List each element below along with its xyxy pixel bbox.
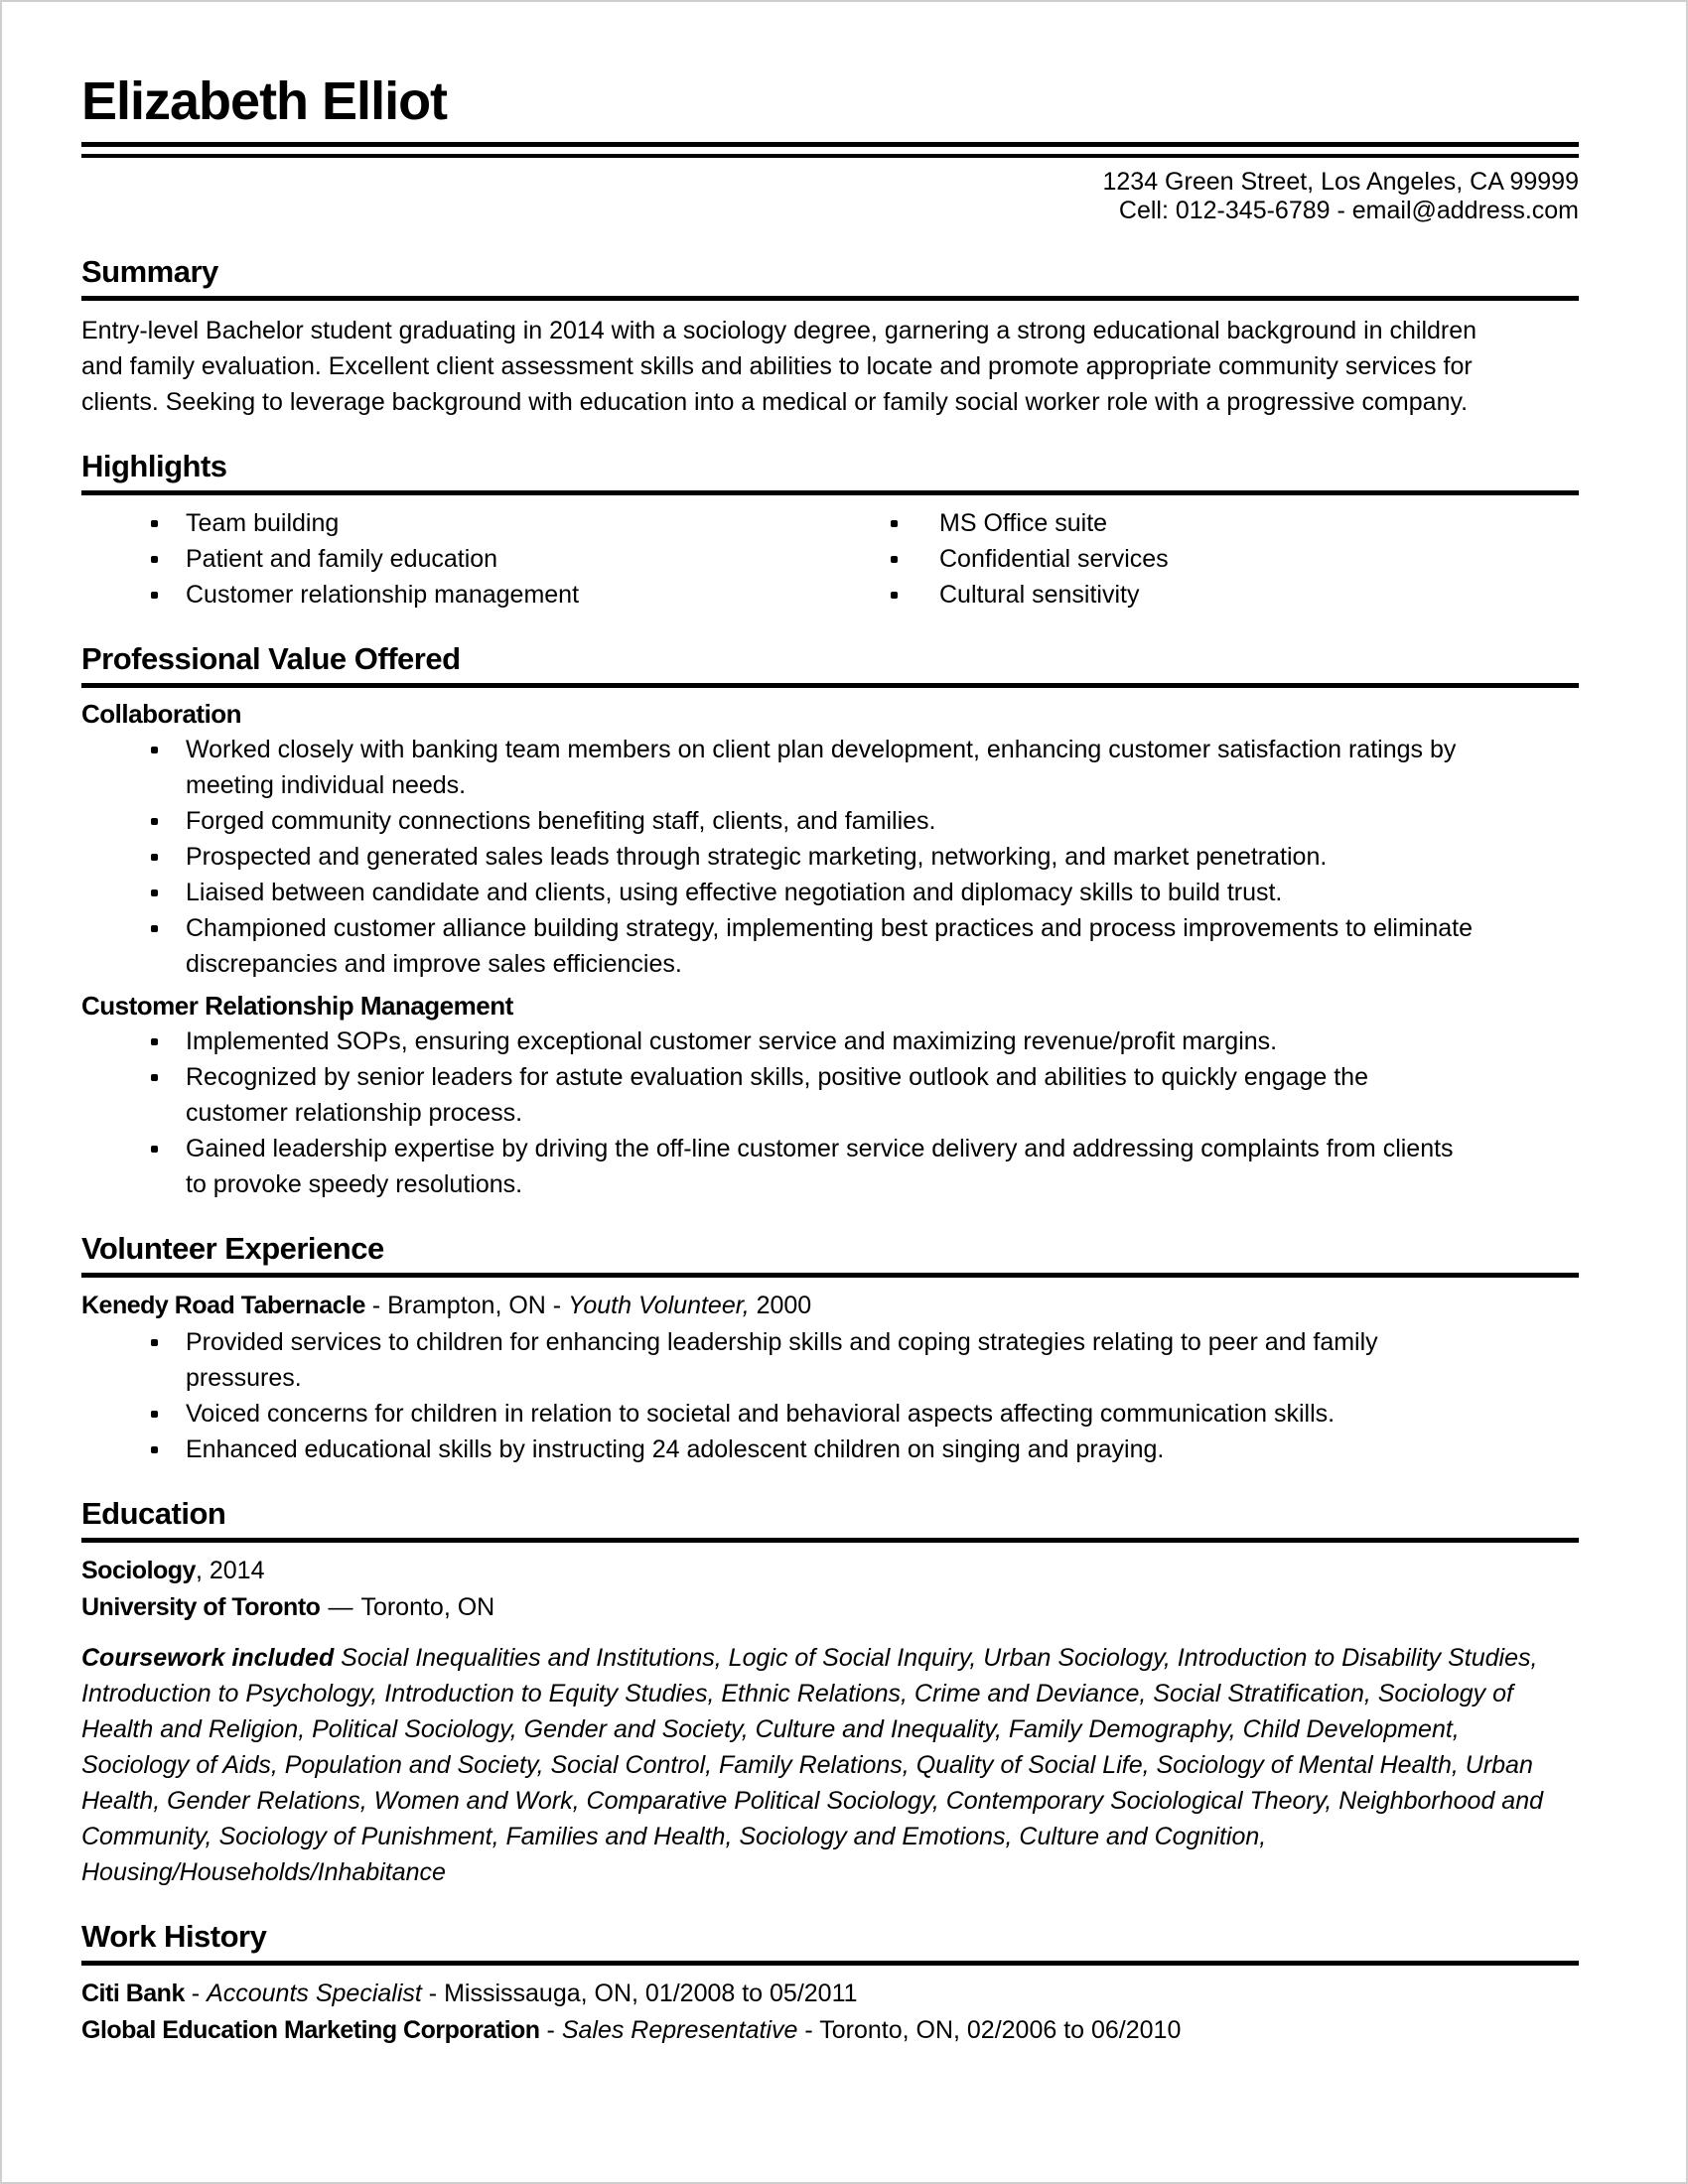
coursework-list: Social Inequalities and Institutions, Logic of Social Inquiry, Urban Sociology, Introduction to Disability Studies, Introduction to Psychology, Introduction to Equity Studies, Ethnic Relations, Crime and Deviance, Social Stratification, Sociology of Health and Religion, Political Sociology, Gender and Society, Culture and Inequality, Family Demography, Child Development, Sociology of Aids, Population and Society, Social Control, Family Relations, Quality of Social Life, Sociology of Mental Health, Urban Health, Gender Relations, Women and Work, Comparative Political Sociology, Contemporary Sociological Theory, Neighborhood and Community, Sociology of Punishment, Families and Health, Sociology and Emotions, Culture and Cognition, Housing/Households/Inhabitance	[81, 1644, 1544, 1887]
highlight-text: Customer relationship management	[186, 580, 580, 609]
bullet-text: Implemented SOPs, ensuring exceptional customer service and maximizing revenue/profit margins.	[186, 1026, 1278, 1055]
section-professional-value	[81, 642, 1579, 1202]
work-rows	[81, 1976, 1579, 2049]
bullet-icon	[151, 818, 158, 825]
degree-name: Sociology	[81, 1557, 196, 1585]
bullet-text: Forged community connections benefiting staff, clients, and families.	[186, 806, 936, 835]
list-item	[891, 505, 1579, 541]
education-heading: Education	[81, 1496, 226, 1532]
bullet-text: Recognized by senior leaders for astute evaluation skills, positive outlook and abilities to quickly engage the customer relationship process.	[186, 1062, 1368, 1127]
highlights-left-column	[81, 505, 891, 613]
bullet-icon	[151, 747, 158, 753]
volunteer-role: Youth Volunteer,	[568, 1292, 750, 1320]
highlights-right-column	[891, 505, 1579, 613]
section-rule	[81, 683, 1579, 688]
contact-block	[81, 168, 1579, 225]
section-rule	[81, 296, 1579, 301]
summary-heading: Summary	[81, 253, 218, 289]
volunteer-location: Brampton, ON	[387, 1292, 546, 1320]
bullet-icon	[151, 520, 158, 527]
bullet-icon	[151, 1038, 158, 1045]
job-detail: Toronto, ON, 02/2006 to 06/2010	[819, 2016, 1182, 2045]
degree-year: , 2014	[195, 1557, 265, 1585]
summary-text: Entry-level Bachelor student graduating in 2014 with a sociology degree, garnering a strong educational background in children and family evaluation. Excellent client assessment skills and abilities to locate and promote appropriate community services for clients. Seeking to leverage background with education into a medical or family social worker role with a progressive company.	[81, 316, 1477, 416]
list-item	[891, 577, 1579, 613]
degree-line	[81, 1553, 1579, 1589]
coursework-paragraph	[81, 1640, 1571, 1890]
list-item	[81, 1324, 1579, 1396]
bullet-text: Gained leadership expertise by driving the off-line customer service delivery and addressing complaints from clients to provoke speedy resolutions.	[186, 1134, 1454, 1198]
bullet-icon	[151, 592, 158, 599]
section-summary	[81, 255, 1579, 420]
separator: -	[364, 1292, 388, 1320]
list-item	[81, 875, 1579, 910]
section-work-history	[81, 1920, 1579, 2049]
section-volunteer	[81, 1232, 1579, 1467]
highlights-heading: Highlights	[81, 448, 227, 483]
volunteer-org: Kenedy Road Tabernacle	[81, 1292, 365, 1320]
school-name: University of Toronto	[81, 1593, 321, 1622]
list-item	[81, 1024, 1579, 1059]
bullet-icon	[151, 925, 158, 932]
highlight-text: Patient and family education	[186, 544, 498, 573]
volunteer-year: 2000	[749, 1292, 812, 1320]
list-item	[81, 505, 891, 541]
job-role: Accounts Specialist	[207, 1979, 422, 2008]
list-item	[891, 541, 1579, 577]
highlight-text: Confidential services	[939, 544, 1169, 573]
bullet-text: Voiced concerns for children in relation to societal and behavioral aspects affecting communication skills.	[186, 1400, 1336, 1429]
group-title-collaboration: Collaboration	[81, 698, 242, 729]
professional-heading: Professional Value Offered	[81, 640, 461, 676]
bullet-text: Prospected and generated sales leads through strategic marketing, networking, and market penetration.	[186, 842, 1328, 871]
list-item	[81, 1432, 1579, 1467]
list-item	[81, 1131, 1579, 1202]
bullet-icon	[151, 1074, 158, 1081]
coursework-label: Coursework included	[81, 1644, 335, 1673]
list-item	[81, 732, 1579, 803]
list-item	[81, 1396, 1579, 1432]
bullet-text: Enhanced educational skills by instructing 24 adolescent children on singing and praying.	[186, 1435, 1165, 1464]
bullet-icon	[151, 1339, 158, 1346]
company-name: Global Education Marketing Corporation	[81, 2016, 540, 2045]
person-name: Elizabeth Elliot	[81, 71, 448, 131]
separator: -	[421, 1979, 445, 2008]
group-title-crm: Customer Relationship Management	[81, 990, 513, 1021]
list-item	[81, 577, 891, 613]
section-rule	[81, 1273, 1579, 1278]
separator: —	[328, 1593, 353, 1622]
bullet-icon	[151, 889, 158, 896]
section-highlights	[81, 450, 1579, 613]
section-rule	[81, 490, 1579, 495]
highlight-text: Team building	[186, 508, 340, 537]
divider-line-bottom	[81, 154, 1579, 158]
list-item	[81, 803, 1579, 839]
list-item	[81, 541, 891, 577]
company-name: Citi Bank	[81, 1979, 185, 2008]
bullet-text: Provided services to children for enhancing leadership skills and coping strategies relating to peer and family pressures.	[186, 1328, 1378, 1393]
bullet-icon	[891, 520, 898, 527]
work-row	[81, 1976, 1579, 2012]
education-entry	[81, 1553, 1579, 1890]
separator: -	[797, 2016, 820, 2045]
section-rule	[81, 1961, 1579, 1966]
volunteer-heading: Volunteer Experience	[81, 1230, 384, 1266]
volunteer-entry-line	[81, 1288, 1579, 1324]
name-divider	[81, 142, 1579, 158]
bullet-icon	[151, 1446, 158, 1453]
bullet-icon	[151, 854, 158, 861]
school-line	[81, 1589, 1579, 1626]
job-role: Sales Representative	[561, 2016, 798, 2045]
work-row	[81, 2012, 1579, 2049]
bullet-icon	[891, 592, 898, 599]
list-item	[81, 839, 1579, 875]
separator: -	[545, 1292, 569, 1320]
bullet-icon	[151, 1146, 158, 1153]
bullet-text: Worked closely with banking team members on client plan development, enhancing customer satisfaction ratings by meeting individual needs.	[186, 735, 1457, 799]
bullet-text: Championed customer alliance building strategy, implementing best practices and process improvements to eliminate discrepancies and improve sales efficiencies.	[186, 913, 1474, 978]
bullet-text: Liaised between candidate and clients, using effective negotiation and diplomacy skills to build trust.	[186, 878, 1283, 906]
highlights-columns	[81, 505, 1579, 613]
divider-line-top	[81, 142, 1579, 147]
bullet-icon	[151, 556, 158, 563]
contact-phone-email: Cell: 012-345-6789 - email@address.com	[1118, 196, 1579, 224]
highlight-text: Cultural sensitivity	[939, 580, 1140, 609]
work-heading: Work History	[81, 1919, 267, 1955]
professional-content	[81, 696, 1579, 1202]
separator: -	[184, 1979, 208, 2008]
separator: -	[539, 2016, 562, 2045]
job-detail: Mississauga, ON, 01/2008 to 05/2011	[444, 1979, 858, 2008]
highlight-text: MS Office suite	[939, 508, 1108, 537]
section-education	[81, 1497, 1579, 1890]
list-item	[81, 1059, 1579, 1131]
list-item	[81, 910, 1579, 982]
contact-address: 1234 Green Street, Los Angeles, CA 99999	[1102, 167, 1579, 196]
bullet-icon	[151, 1411, 158, 1418]
school-location: Toronto, ON	[360, 1593, 495, 1622]
bullet-icon	[891, 556, 898, 563]
section-rule	[81, 1538, 1579, 1543]
